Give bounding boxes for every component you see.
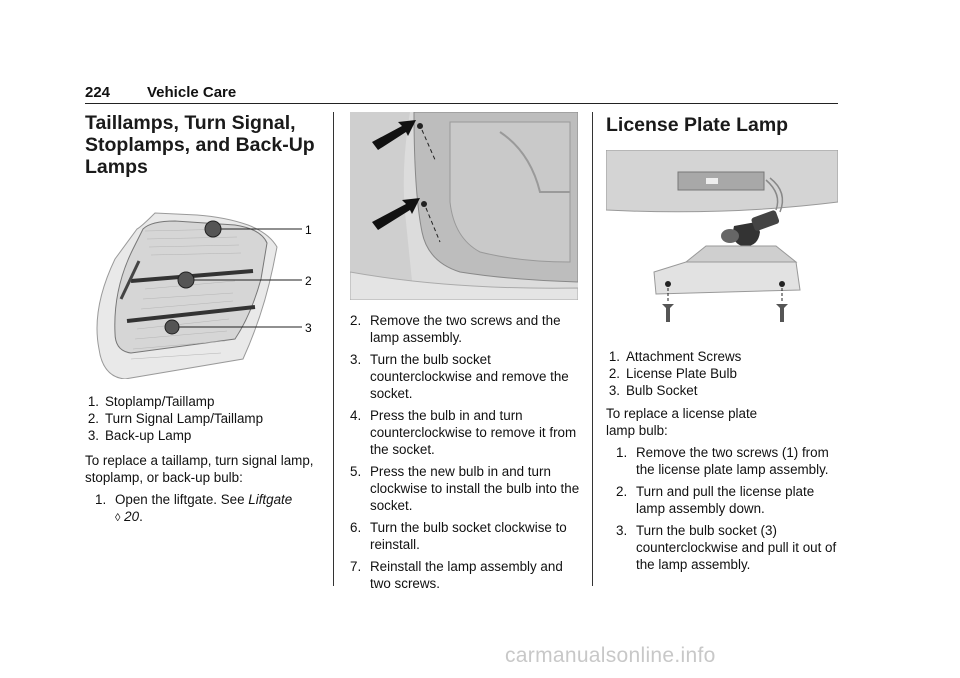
column-divider-2	[592, 112, 593, 586]
step-item: 3. Turn the bulb socket (3) counterclockwise and pull it out of the lamp assembly.	[616, 523, 837, 572]
taillamp-steps	[85, 491, 323, 527]
step-item: 1. Open the liftgate. See Liftgate ◊ 20.	[95, 492, 293, 524]
page-number: 224	[85, 84, 111, 101]
step-item: 6. Turn the bulb socket clockwise to reinstall.	[350, 520, 567, 552]
page-ref-icon: ◊	[115, 512, 121, 524]
page-header	[85, 84, 838, 104]
legend-item: 3. Back-up Lamp	[87, 428, 192, 443]
column-taillamps	[85, 112, 323, 532]
taillamps-heading: Taillamps, Turn Signal, Stoplamps, and Back-Up Lamps	[85, 112, 315, 178]
legend-item: 1. Attachment Screws	[608, 349, 742, 364]
legend-item: 2. License Plate Bulb	[608, 366, 737, 381]
step-item: 3. Turn the bulb socket counterclockwise and remove the socket.	[350, 352, 569, 401]
legend-item: 2. Turn Signal Lamp/Taillamp	[87, 411, 264, 426]
liftgate-link[interactable]: Liftgate	[248, 492, 293, 507]
legend-item: 3. Bulb Socket	[608, 383, 698, 398]
column-license-plate-lamp	[606, 112, 840, 578]
taillamp-legend	[85, 393, 323, 444]
license-plate-legend	[606, 348, 840, 399]
taillamp-figure	[85, 189, 323, 379]
step-item: 2. Remove the two screws and the lamp assembly.	[350, 313, 561, 345]
license-plate-steps	[606, 444, 840, 573]
callout-1: 1	[305, 223, 312, 237]
legend-item: 1. Stoplamp/Taillamp	[87, 394, 215, 409]
step-item: 7. Reinstall the lamp assembly and two screws.	[350, 559, 563, 591]
section-title: Vehicle Care	[147, 84, 237, 101]
step-item: 5. Press the new bulb in and turn clockwise to install the bulb into the socket.	[350, 464, 580, 513]
watermark: carmanualsonline.info	[505, 644, 716, 667]
license-plate-intro: To replace a license plate lamp bulb:	[606, 406, 758, 438]
step-item: 4. Press the bulb in and turn counterclockwise to remove it from the socket.	[350, 408, 577, 457]
taillamp-intro: To replace a taillamp, turn signal lamp, stoplamp, or back-up bulb:	[85, 453, 314, 485]
page-ref-number[interactable]: 20	[124, 509, 140, 524]
step-item: 1. Remove the two screws (1) from the license plate lamp assembly.	[616, 445, 829, 477]
liftgate-figure	[350, 112, 578, 300]
column-steps	[350, 112, 580, 597]
callout-3: 3	[305, 321, 312, 335]
license-plate-lamp-figure	[606, 150, 838, 340]
callout-2: 2	[305, 274, 312, 288]
bulb-replacement-steps	[350, 312, 580, 592]
license-plate-lamp-heading: License Plate Lamp	[606, 114, 789, 136]
step-item: 2. Turn and pull the license plate lamp assembly down.	[616, 484, 815, 516]
column-divider-1	[333, 112, 334, 586]
